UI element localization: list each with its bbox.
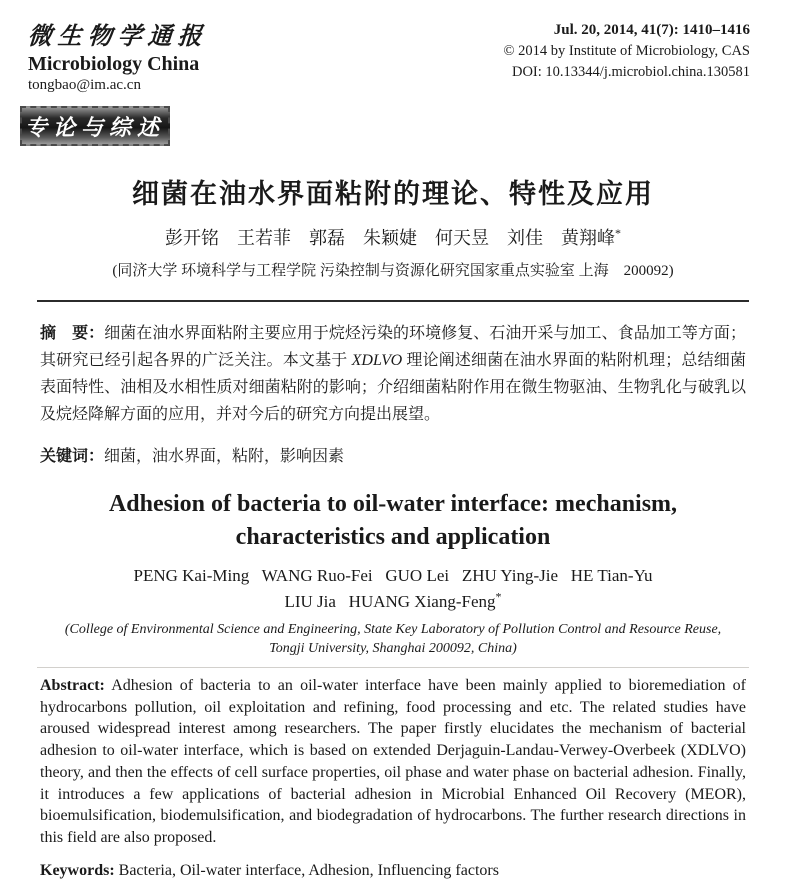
keywords-label-english: Keywords: bbox=[40, 861, 115, 879]
corresponding-author-mark-cn: * bbox=[615, 226, 621, 240]
title-english-line2: characteristics and application bbox=[235, 524, 551, 550]
divider-faint bbox=[37, 667, 749, 668]
keywords-label-chinese: 关键词： bbox=[40, 448, 105, 465]
affiliation-english: (College of Environmental Science and Engineering, State Key Laboratory of Pollution Control and Resource Reuse, Tongji University, Shanghai 200092, China) bbox=[64, 622, 722, 656]
abstract-english bbox=[40, 675, 746, 849]
abstract-text-chinese: 细菌在油水界面粘附主要应用于烷烃污染的环境修复、石油开采与加工、食品加工等方面；其研究已经引起各界的广泛关注。本文基于 XDLVO 理论阐述细菌在油水界面的粘附机理；总结细菌表面特性、油相及水相性质对细菌粘附的影响；介绍细菌粘附作用在微生物驱油、生物乳化与破乳以及烷烃降解方面的应用，并对今后的研究方向提出展望。 bbox=[40, 325, 746, 423]
keywords-text-english: Bacteria, Oil-water interface, Adhesion, Influencing factors bbox=[114, 861, 499, 879]
journal-identity bbox=[28, 16, 208, 94]
authors-english bbox=[0, 563, 786, 615]
title-english-line1: Adhesion of bacteria to oil-water interface: mechanism, bbox=[108, 491, 678, 517]
journal-email: tongbao@im.ac.cn bbox=[28, 77, 141, 93]
abstract-text-english: Adhesion of bacteria to an oil-water interface have been mainly applied to bioremediation of hydrocarbons pollution, oil exploitation and refining, food processing and etc. The related studies have aroused widespread interest among researchers. The paper firstly elucidates the mechanism of bacterial adhesion to oil-water interface, which is based on extended Derjaguin-Landau-Verwey-Overbeek (XDLVO) theory, and then the effects of cell surface properties, oil phase and water phase on bacterial adhesion. Finally, it introduces a few applications of bacterial adhesion in Microbial Enhanced Oil Recovery (MEOR), bioemulsification, biodemulsification, and biodegradation of hydrocarbons. The further research directions in this field are also proposed. bbox=[40, 677, 746, 846]
corresponding-author-mark-en: * bbox=[495, 589, 502, 604]
copyright-line: © 2014 by Institute of Microbiology, CAS bbox=[503, 43, 750, 59]
issue-block bbox=[504, 16, 751, 83]
authors-chinese-names: 彭开铭 王若菲 郭磊 朱颖婕 何天昱 刘佳 黄翔峰 bbox=[165, 228, 615, 248]
keywords-text-chinese: 细菌，油水界面，粘附，影响因素 bbox=[104, 448, 345, 465]
affiliation-chinese: (同济大学 环境科学与工程学院 污染控制与资源化研究国家重点实验室 上海 200092) bbox=[112, 263, 674, 279]
abstract-label-chinese: 摘 要： bbox=[40, 325, 105, 342]
doi-line: DOI: 10.13344/j.microbiol.china.130581 bbox=[511, 64, 750, 80]
column-badge: 专论与综述 bbox=[20, 106, 170, 146]
authors-chinese bbox=[0, 224, 786, 250]
journal-name-chinese: 微生物学通报 bbox=[26, 24, 209, 50]
keywords-chinese bbox=[40, 443, 746, 466]
issue-info: Jul. 20, 2014, 41(7): 1410–1416 bbox=[553, 22, 750, 38]
abstract-chinese bbox=[40, 320, 746, 428]
journal-header bbox=[0, 16, 786, 94]
journal-name-english: Microbiology China bbox=[28, 53, 200, 75]
keywords-english bbox=[40, 862, 746, 880]
article-title-english bbox=[0, 488, 786, 554]
authors-english-line1: PENG Kai-Ming WANG Ruo-Fei GUO Lei ZHU Ying-Jie HE Tian-Yu bbox=[133, 566, 653, 585]
article-title-chinese: 细菌在油水界面粘附的理论、特性及应用 bbox=[132, 179, 654, 209]
authors-english-line2: LIU Jia HUANG Xiang-Feng bbox=[284, 592, 496, 611]
divider-main bbox=[37, 300, 749, 302]
abstract-label-english: Abstract: bbox=[40, 677, 105, 694]
